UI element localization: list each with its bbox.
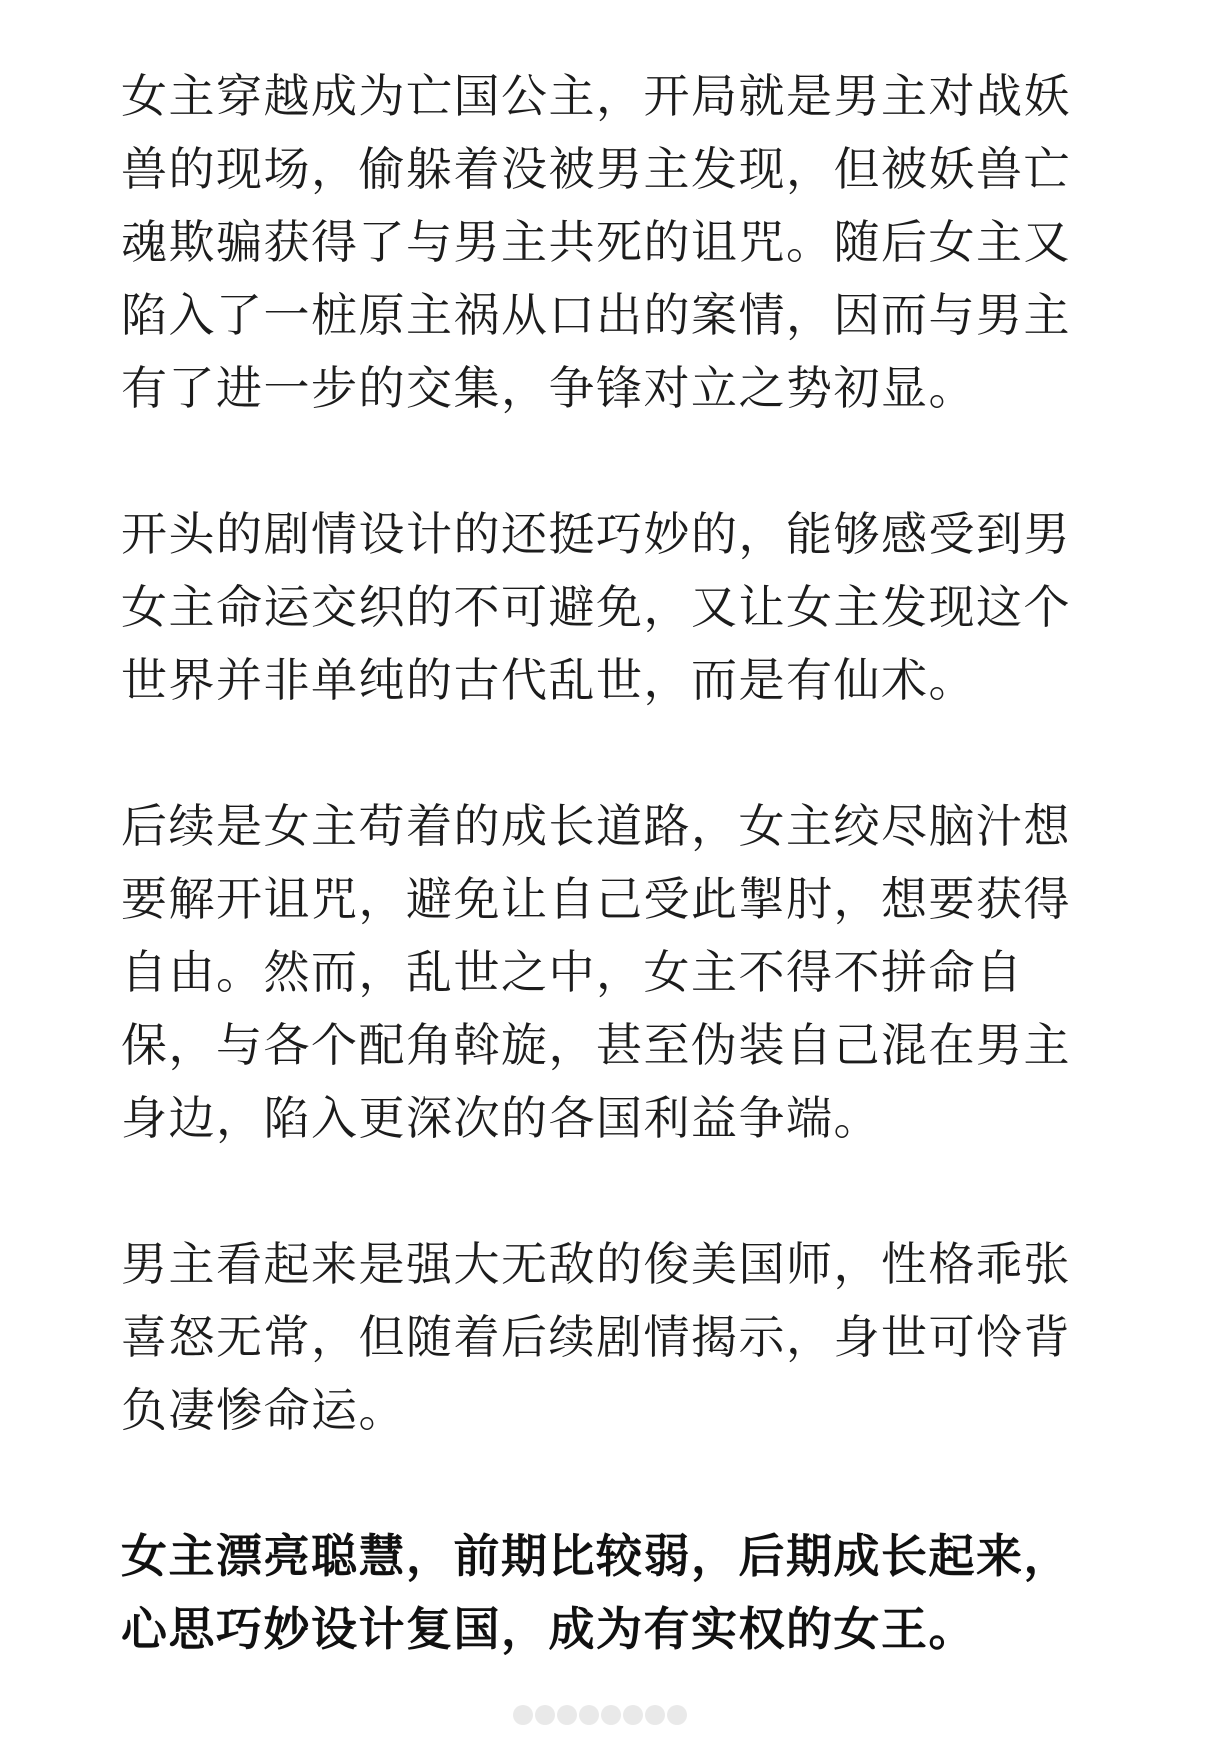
paragraph-1: [121, 60, 1081, 425]
paragraph-line: 身边，陷入更深次的各国利益争端。: [121, 1091, 881, 1145]
paragraph-spacer: [121, 425, 1081, 498]
paragraph-line: 陷入了一桩原主祸从口出的案情，因而与男主: [121, 288, 1071, 342]
paragraph-line: 兽的现场，偷躲着没被男主发现，但被妖兽亡: [121, 142, 1071, 196]
paragraph-4: [121, 1228, 1081, 1447]
paragraph-line: 负凄惨命运。: [121, 1383, 406, 1437]
paragraph-spacer: [121, 1155, 1081, 1228]
paragraph-2: [121, 498, 1081, 717]
paragraph-line: 开头的剧情设计的还挺巧妙的，能够感受到男: [121, 507, 1071, 561]
watermark-dot: [535, 1705, 555, 1725]
paragraph-line: 后续是女主苟着的成长道路，女主绞尽脑汁想: [121, 799, 1071, 853]
paragraph-spacer: [121, 717, 1081, 790]
watermark-dot: [579, 1705, 599, 1725]
paragraph-line: 心思巧妙设计复国，成为有实权的女王。: [121, 1602, 976, 1656]
paragraph-line: 女主穿越成为亡国公主，开局就是男主对战妖: [121, 69, 1071, 123]
watermark-dot: [513, 1705, 533, 1725]
paragraph-line: 魂欺骗获得了与男主共死的诅咒。随后女主又: [121, 215, 1071, 269]
paragraph-3: [121, 790, 1081, 1155]
article-body: [121, 60, 1081, 1666]
paragraph-line: 保，与各个配角斡旋，甚至伪装自己混在男主: [121, 1018, 1071, 1072]
paragraph-line: 女主漂亮聪慧，前期比较弱，后期成长起来，: [121, 1529, 1071, 1583]
paragraph-line: 世界并非单纯的古代乱世，而是有仙术。: [121, 653, 976, 707]
paragraph-line: 女主命运交织的不可避免，又让女主发现这个: [121, 580, 1071, 634]
paragraph-line: 喜怒无常，但随着后续剧情揭示，身世可怜背: [121, 1310, 1071, 1364]
watermark-dot: [667, 1705, 687, 1725]
paragraph-line: 要解开诅咒，避免让自己受此掣肘，想要获得: [121, 872, 1071, 926]
paragraph-line: 自由。然而，乱世之中，女主不得不拼命自: [121, 945, 1024, 999]
watermark-dot: [557, 1705, 577, 1725]
paragraph-5-highlight: [121, 1520, 1081, 1666]
paragraph-spacer: [121, 1447, 1081, 1520]
paragraph-line: 男主看起来是强大无敌的俊美国师，性格乖张: [121, 1237, 1071, 1291]
watermark-dot: [645, 1705, 665, 1725]
watermark-dots: [500, 1698, 700, 1732]
watermark-dot: [601, 1705, 621, 1725]
watermark-dot: [623, 1705, 643, 1725]
paragraph-line: 有了进一步的交集，争锋对立之势初显。: [121, 361, 976, 415]
